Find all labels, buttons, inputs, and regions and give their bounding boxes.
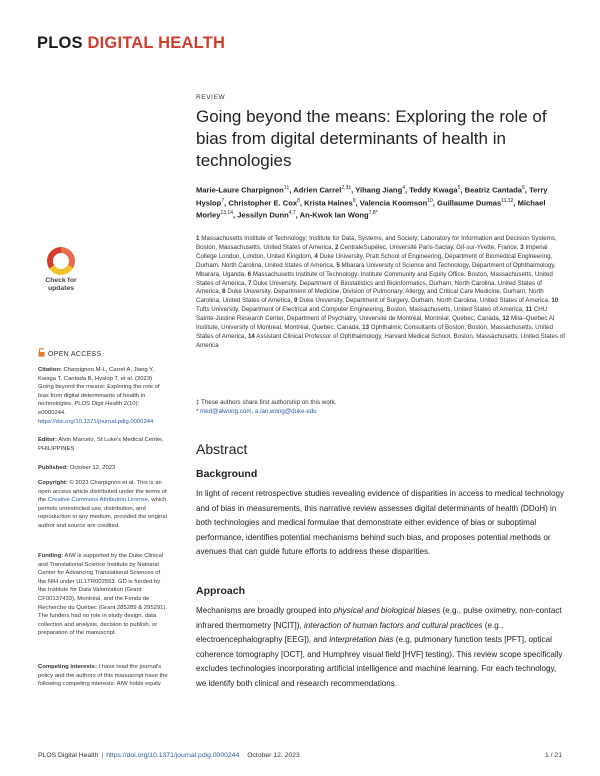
affiliation-text: Imperial College London, London, United Kingdom, — [196, 243, 548, 260]
author-affiliation-marker: 4,7 — [288, 210, 296, 217]
affiliation-text: CHU Sainte-Justine Research Center, Department of Psychiatry, Université de Montréal, Montréal, Quebec, Canada, — [196, 306, 548, 323]
approach-emphasis: physical and biological biases — [333, 606, 441, 615]
affiliation-text: Duke University, Department of Medicine, Division of Pulmonary, Allergy, and Critical Care Medicine, Durham, North Carolina, United States of America, — [196, 288, 544, 305]
copyright-label: Copyright: — [38, 480, 68, 486]
check-for-updates-icon — [47, 247, 75, 275]
affiliation-text: Duke University, Department of Surgery, Durham, North Carolina, United States of America, — [299, 297, 550, 305]
check-for-updates-line2: updates — [47, 285, 75, 292]
affiliation-number: 2 — [334, 243, 339, 251]
editor-block — [38, 436, 168, 453]
author-name: Jessilyn Dunn — [237, 211, 289, 220]
approach-text: (e.g., pulse oximetry, non-contact infrared thermometry [NCIT]), — [196, 606, 562, 630]
author-affiliation-marker: 4 — [402, 185, 405, 191]
affiliation-text: Tufts University, Department of Electrical and Computer Engineering, Boston, Massachusetts, United States of America, — [196, 306, 524, 314]
page-footer — [38, 752, 562, 759]
citation-doi-link[interactable]: https://doi.org/10.1371/journal.pdig.0000244 — [38, 418, 154, 425]
affiliation-number: 6 — [247, 270, 252, 278]
affiliation-number: 8 — [222, 288, 226, 296]
check-for-updates-badge[interactable] — [38, 247, 84, 293]
affiliation-text: Duke University, Pratt School of Engineering, Department of Biomedical Engineering, Durham, North Carolina, United States of America, — [196, 252, 553, 269]
author-affiliation-marker: 11,12 — [501, 197, 514, 204]
correspondence-note — [196, 407, 566, 416]
author-affiliation-marker: 9 — [352, 197, 356, 204]
funding-label: Funding: — [38, 553, 64, 559]
author-name: Terry Hyslop — [196, 185, 548, 208]
footer-journal: PLOS Digital Health — [38, 752, 99, 759]
copyright-text: © 2023 Charpignon et al. This is an open access article distributed under the terms of the — [38, 480, 167, 504]
affiliation-number: 13 — [362, 324, 370, 332]
affiliation-text: Assistant Clinical Professor of Ophthalmology, Harvard Medical School, Boston, Massachusetts, United States of America — [196, 332, 565, 349]
author-affiliation-marker: 13,14 — [220, 210, 233, 217]
author-affiliation-marker: 1‡ — [283, 185, 290, 191]
citation-block — [38, 366, 168, 426]
editor-text: Alvin Marcelo, St Luke's Medical Center, PHILIPPINES — [38, 437, 164, 452]
footer-left — [38, 752, 300, 759]
author-name: Christopher E. Cox — [228, 198, 298, 208]
article-title: Going beyond the means: Exploring the role of bias from digital determinants of health in technologies — [196, 107, 547, 170]
published-block — [38, 464, 168, 473]
approach-text: (e.g, pulmonary function tests [PFT], optical coherence tomography [OCT], and Humphrey visual field [HVF] testing). This review scope specifically excludes technologies incorporating artificial intelligence and machine learning. For each technology, we identify both clinical and research recommendations. — [196, 635, 563, 688]
article-type-label: REVIEW — [196, 94, 226, 101]
author-affiliation-marker: 8 — [297, 197, 300, 204]
author-name: Yihang Jiang — [355, 185, 403, 195]
author-name: Krista Haines — [304, 198, 353, 208]
author-name: Beatriz Cantada — [464, 185, 523, 195]
license-link[interactable]: Creative Commons Attribution License — [47, 497, 149, 504]
footer-separator: | — [101, 752, 104, 759]
competing-interests-label: Competing interests: — [38, 664, 97, 670]
correspondence-email-link[interactable]: med@aiwong.com, a.ian.wong@duke.edu — [200, 408, 317, 415]
copyright-block — [38, 479, 168, 531]
editor-label: Editor: — [38, 437, 57, 443]
copyright-text: , which permits unrestricted use, distribution, and reproduction in any medium, provided the original author and source are credited. — [38, 497, 168, 529]
author-notes — [196, 398, 566, 416]
author-name: Marie-Laure Charpignon — [196, 185, 284, 195]
affiliation-text: CentraleSupélec, Université Paris-Saclay, Gif-sur-Yvette, France, — [340, 243, 519, 251]
author-name: Adrien Carrel — [293, 185, 342, 195]
page-number: 1 / 21 — [544, 752, 562, 759]
affiliation-number: 12 — [502, 315, 510, 323]
author-name: Guillaume Dumas — [437, 198, 502, 208]
approach-heading: Approach — [196, 585, 246, 597]
open-access-label — [38, 348, 101, 358]
affiliation-number: 4 — [314, 252, 318, 260]
affiliation-number: 3 — [520, 243, 524, 251]
affiliation-text: Massachusetts Institute of Technology; Institute Community and Equity Office, Boston, Massachusetts, United States of America, — [196, 270, 553, 287]
journal-logo-plos: PLOS — [37, 34, 83, 52]
footer-date: October 12, 2023 — [247, 752, 300, 759]
affiliation-number: 9 — [294, 297, 298, 305]
affiliation-number: 7 — [247, 279, 252, 287]
author-affiliation-marker: 7,8* — [368, 210, 378, 217]
published-date: October 12, 2023 — [69, 465, 116, 471]
author-name: Valencia Koomson — [359, 198, 428, 208]
journal-logo — [37, 34, 225, 53]
affiliation-number: 11 — [525, 306, 533, 314]
author-affiliation-marker: 2,3‡ — [341, 185, 352, 191]
affiliation-text: Mbarara University of Science and Technology, Department of Ophthalmology, Mbarara, Uganda, — [196, 261, 556, 278]
approach-text: Mechanisms are broadly grouped into — [196, 606, 334, 615]
background-heading: Background — [196, 468, 258, 480]
citation-text: Charpignon M-L, Carrel A, Jiang Y, Kwaga T, Cantada B, Hyslop T, et al. (2023) Going beyond the means: Exploring the role of bias from digital determinants of health in technologies. PLOS Digit Health 2(10): e0000244. — [38, 367, 160, 416]
equal-contribution-note: ‡ These authors share first authorship on this work. — [196, 399, 337, 406]
background-paragraph: In light of recent retrospective studies revealing evidence of disparities in access to medical technology and of bias in measurements, this narrative review assesses digital determinants of health (DDoH) in both technologies and medical formulae that demonstrate either evidence of bias or suboptimal performance, identifies potential mechanisms behind such bias, and proposes potential methods or avenues that can guide future efforts to address these disparities. — [196, 489, 565, 557]
published-label: Published: — [38, 465, 69, 471]
footer-doi-link[interactable]: https://doi.org/10.1371/journal.pdig.0000244 — [106, 752, 240, 759]
correspondence-prefix: * — [196, 408, 201, 415]
competing-interests-text: I have read the journal's policy and the authors of this manuscript have the following competing interests: AIW holds equity — [38, 664, 168, 688]
affiliation-text: Duke University, Department of Biostatistics and Bioinformatics, Durham, North Carolina, United States of America, — [196, 279, 542, 296]
journal-logo-name: DIGITAL HEALTH — [87, 34, 226, 52]
funding-block — [38, 552, 168, 638]
author-name: Teddy Kwaga — [409, 185, 458, 195]
author-affiliation-marker: 6 — [522, 185, 525, 191]
competing-interests-block — [38, 663, 168, 689]
affiliation-number: 1 — [196, 235, 200, 242]
affiliation-text: Mila–Quebec AI Institute, University of Montreal, Montréal, Quebec, Canada, — [196, 315, 555, 332]
open-lock-icon — [38, 348, 45, 357]
citation-label: Citation: — [38, 367, 62, 373]
open-access-text: OPEN ACCESS — [48, 351, 102, 358]
approach-emphasis: interpretation bias — [329, 635, 394, 645]
affiliations — [196, 235, 566, 351]
approach-text: (e.g., electroencephalography [EEG]), and — [196, 620, 504, 645]
author-name: An-Kwok Ian Wong — [299, 211, 369, 220]
check-for-updates-label — [38, 277, 84, 293]
author-affiliation-marker: 5 — [457, 185, 461, 191]
affiliation-text: Ophthalmic Consultants of Boston, Boston, Massachusetts, United States of America, — [196, 324, 554, 340]
abstract-heading: Abstract — [196, 441, 248, 457]
affiliation-number: 14 — [247, 332, 255, 340]
affiliation-number: 5 — [336, 261, 340, 269]
check-for-updates-line1: Check for — [45, 277, 77, 284]
approach-paragraph — [196, 604, 566, 692]
author-list: Marie-Laure Charpignon$^{1\ddagger}$, Adrien Carrel$^{2,3\ddagger}$, Yihang Jiang$^4$, Teddy Kwaga$^5$, Beatriz Cantada$^6$, Terry Hyslop$^7$, Christopher E. Cox$^8$, Krista Haines$^9$, Valencia Koomson$^{10}$, Guillaume Dumas$^{11,12}$, Michael Morley$^{13,14}$, Jessilyn Dunn$^{4,7}$, An-Kwok Ian Wong$^{7,8*}$ — [196, 185, 548, 220]
affiliation-text: Massachusetts Institute of Technology; Institute for Data, Systems, and Society; Laboratory for Information and Decision Systems, Boston, Massachusetts, United States of America, — [196, 235, 557, 251]
author-affiliation-marker: 10 — [427, 197, 433, 204]
funding-text: AIW is supported by the Duke Clinical and Translational Science Institute by National Center for Advancing Translational Sciences of the NIH under UL1TR002553. GD is funded by the Institute for Data Valorization (Grant CF00137433), Montréal, and the Fonds de Recherche du Québec (Grant 285289 & 295291). The funders had no role in study design, data collection and analysis, decision to publish, or preparation of the manuscript. — [38, 553, 168, 637]
author-affiliation-marker: 7 — [221, 197, 225, 204]
approach-emphasis: interaction of human factors and cultural practices — [303, 620, 483, 630]
affiliation-number: 10 — [551, 297, 559, 305]
author-name: Michael Morley — [196, 198, 546, 220]
